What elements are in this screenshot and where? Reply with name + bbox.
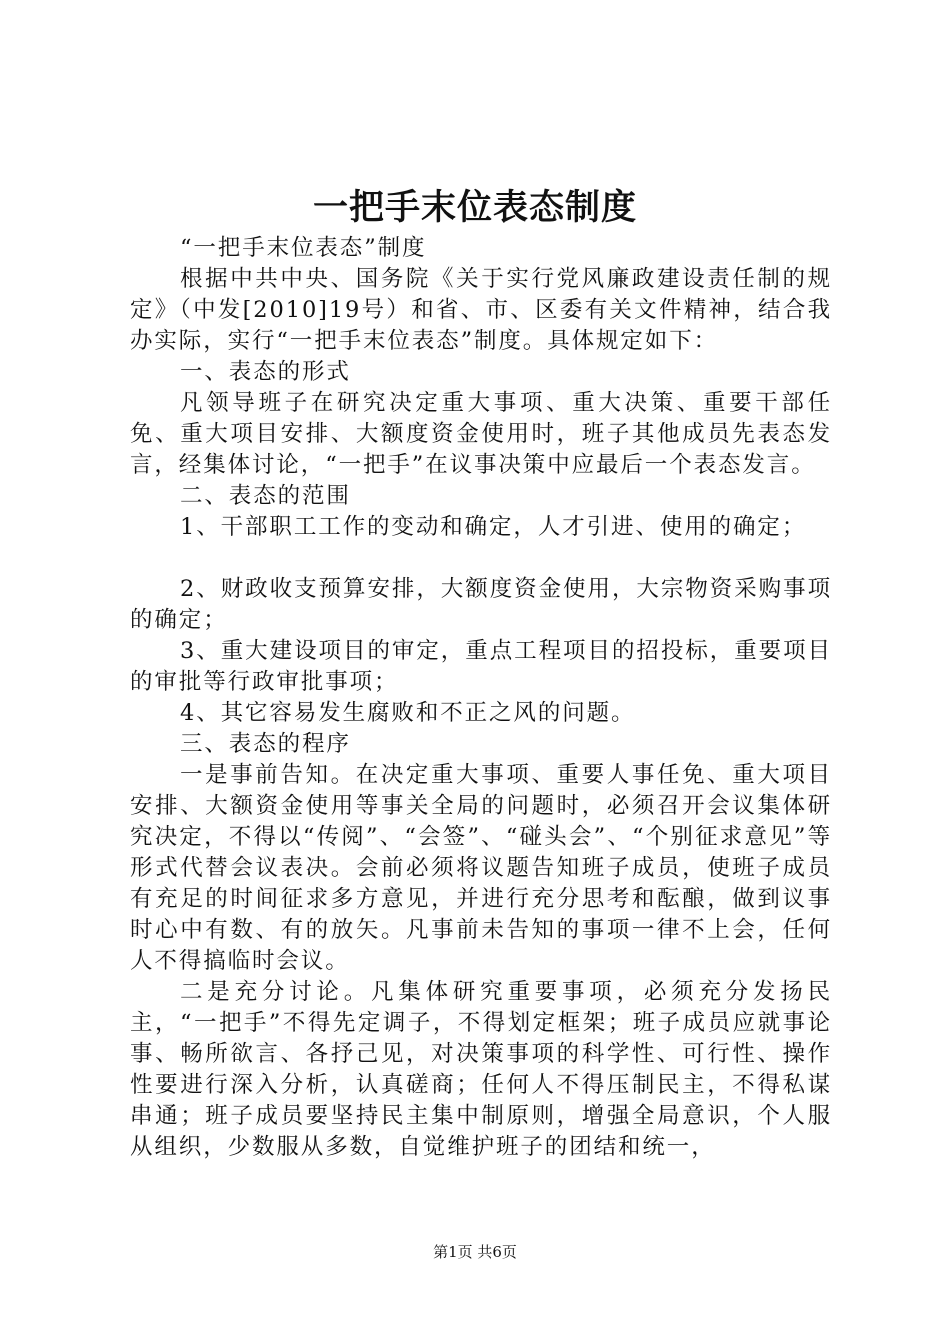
subtitle-paragraph: “一把手末位表态”制度 xyxy=(180,235,427,261)
procedure-step-1: 一是事前告知。在决定重大事项、重要人事任免、重大项目安排、大额资金使用等事关全局的问题时，必须召开会议集体研究决定，不得以“传阅”、“会签”、“碰头会”、“个别征求意见”等形式代替会议表决。会前必须将议题告知班子成员，使班子成员有充足的时间征求多方意见，并进行充分思考和酝酿，做到议事时心中有数、有的放矢。凡事前未告知的事项一律不上会，任何人不得搞临时会议。 xyxy=(130,762,832,974)
scope-item-3: 3、重大建设项目的审定，重点工程项目的招投标，重要项目的审批等行政审批事项； xyxy=(130,638,832,695)
page-number-footer: 第1页 共6页 xyxy=(433,1243,517,1261)
section-heading-scope: 二、表态的范围 xyxy=(180,483,351,509)
section-heading-form: 一、表态的形式 xyxy=(180,359,351,385)
intro-paragraph: 根据中共中央、国务院《关于实行党风廉政建设责任制的规定》（中发[2010]19号）和省、市、区委有关文件精神，结合我办实际，实行“一把手末位表态”制度。具体规定如下： xyxy=(130,266,832,354)
section-heading-procedure: 三、表态的程序 xyxy=(180,731,351,757)
document-body xyxy=(130,233,832,1163)
form-paragraph: 凡领导班子在研究决定重大事项、重大决策、重要干部任免、重大项目安排、大额度资金使用时，班子其他成员先表态发言，经集体讨论，“一把手”在议事决策中应最后一个表态发言。 xyxy=(130,390,832,478)
scope-item-4: 4、其它容易发生腐败和不正之风的问题。 xyxy=(180,700,636,726)
scope-item-1: 1、干部职工工作的变动和确定，人才引进、使用的确定； xyxy=(180,514,807,540)
scope-item-2: 2、财政收支预算安排，大额度资金使用，大宗物资采购事项的确定； xyxy=(130,576,832,633)
procedure-step-2: 二是充分讨论。凡集体研究重要事项，必须充分发扬民主，“一把手”不得先定调子，不得划定框架；班子成员应就事论事、畅所欲言、各抒己见，对决策事项的科学性、可行性、操作性要进行深入分析，认真磋商；任何人不得压制民主，不得私谋串通；班子成员要坚持民主集中制原则，增强全局意识，个人服从组织，少数服从多数，自觉维护班子的团结和统一， xyxy=(130,979,832,1160)
document-title: 一把手末位表态制度 xyxy=(312,188,637,228)
